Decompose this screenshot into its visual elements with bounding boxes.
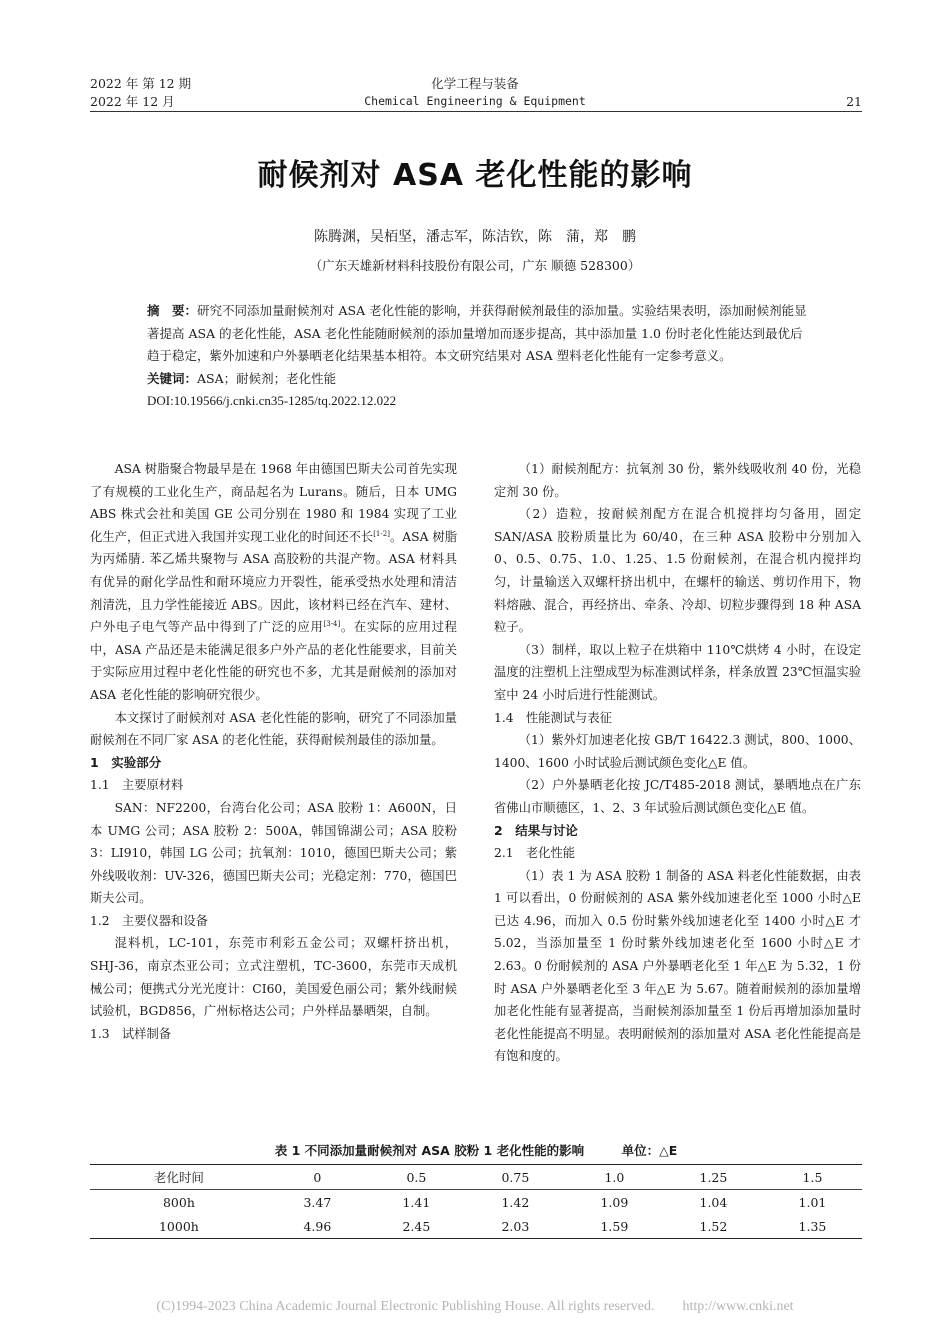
table-cell: 1.01 (798, 1194, 827, 1210)
table-row (90, 1190, 862, 1215)
table-caption: 表 1 不同添加量耐候剂对 ASA 胶粉 1 老化性能的影响 单位：△E (274, 1143, 678, 1158)
table-cell: 3.47 (303, 1194, 332, 1210)
pelletizing-paragraph: （2）造粒，按耐候剂配方在混合机搅拌均匀备用，固定 SAN/ASA 胶粉质量比为 60/40，在三种 ASA 胶粉中分别加入 0、0.5、0.75、1.0、1.25、1.5 份耐候剂，在混合机内搅拌均匀，计量输送入双螺杆挤出机中，在螺杆的输送、剪切作用下，物料熔融、混合，再经挤出、牵条、冷却、切粒步骤得到 18 种 ASA 粒子。 (494, 507, 861, 635)
table-cell: 1000h (158, 1218, 199, 1234)
outdoor-test-paragraph: （2）户外暴晒老化按 JC/T485-2018 测试，暴晒地点在广东省佛山市顺德区，1、2、3 年试验后测试颜色变化△E 值。 (494, 778, 861, 815)
header-rule (90, 111, 862, 112)
section-1-4-heading: 1.4 性能测试与表征 (494, 710, 612, 725)
intro-paragraph-1 (90, 458, 457, 707)
table-cell: 2.45 (402, 1218, 431, 1234)
section-1-1-heading: 1.1 主要原材料 (90, 778, 184, 793)
table-cell: 1.41 (402, 1194, 431, 1210)
intro-text-a: ASA 树脂聚合物最早是在 1968 年由德国巴斯夫公司首先实现了有规模的工业化生产，商品起名为 Lurans。随后，日本 UMG ABS 株式会社和美国 GE 公司分别在 1980 和 1984 实现了工业化生产，但正式进入我国并实现工业化的时间还不长 (90, 462, 457, 544)
intro-paragraph-2: 本文探讨了耐候剂对 ASA 老化性能的影响，研究了不同添加量耐候剂在不同厂家 ASA 的老化性能，获得耐候剂最佳的添加量。 (90, 710, 457, 748)
keywords (147, 368, 809, 391)
table-cell: 800h (162, 1194, 195, 1210)
table-header-cell: 1.25 (699, 1169, 728, 1185)
keywords-text: ASA；耐候剂；老化性能 (197, 370, 337, 386)
header-journal-cn: 化学工程与装备 (431, 76, 519, 91)
table-cell: 1.09 (600, 1194, 629, 1210)
section-2-heading: 2 结果与讨论 (494, 822, 578, 838)
table-header-cell: 0 (313, 1169, 322, 1185)
table-header-cell: 0.5 (406, 1169, 427, 1185)
table-header-cell: 1.5 (802, 1169, 823, 1185)
table-header-cell: 1.0 (604, 1169, 625, 1185)
keywords-label: 关键词： (147, 370, 198, 386)
abstract-block (147, 300, 809, 413)
section-1-3-heading: 1.3 试样制备 (90, 1026, 172, 1041)
abstract-label: 摘 要： (147, 303, 198, 318)
section-1-heading: 1 实验部分 (90, 754, 162, 770)
table-cell: 1.42 (501, 1194, 530, 1210)
results-paragraph: （1）表 1 为 ASA 胶粉 1 制备的 ASA 料老化性能数据，由表 1 可以看出，0 份耐候剂的 ASA 紫外线加速老化至 1000 小时△E 已达 4.96，而加入 0.5 份时紫外线加速老化至 1400 小时△E 才 5.02，当添加量至 1 份时紫外线加速老化至 1600 小时△E 才 2.63。0 份耐候剂的 ASA 户外暴晒老化至 1 年△E 为 5.32，1 份时 ASA 户外暴晒老化至 3 年△E 为 5.67。随着耐候剂的添加量增加老化性能有显著提高，当耐候剂添加量至 1 份后再增加添加量时老化性能提高不明显。表明耐候剂的添加量对 ASA 老化性能提高是有饱和度的。 (494, 868, 861, 1064)
table-cell: 1.52 (699, 1218, 728, 1234)
table-cell: 4.96 (303, 1218, 332, 1234)
formula-paragraph: （1）耐候剂配方：抗氧剂 30 份，紫外线吸收剂 40 份，光稳定剂 30 份。 (494, 462, 861, 499)
citation-3-4[interactable]: [3-4] (323, 620, 341, 629)
right-column (494, 458, 861, 1068)
header-issue: 2022 年 第 12 期 (90, 76, 192, 91)
table-header-row (90, 1165, 862, 1190)
copyright-footer: (C)1994-2023 China Academic Journal Electronic Publishing House. All rights reserved. http://www.cnki.net (156, 1299, 794, 1314)
table-cell: 1.04 (699, 1194, 728, 1210)
intro-text-c: 。在实际的应用过程中，ASA 产品还是未能满足很多户外产品的老化性能要求，目前关于实际应用过程中老化性能的研究也不多，尤其是耐候剂的添加对 ASA 老化性能的影响研究很少。 (90, 620, 457, 702)
header-page-number: 21 (846, 94, 862, 109)
equipment-paragraph: 混料机，LC-101，东莞市利彩五金公司；双螺杆挤出机，SHJ-36，南京杰亚公司；立式注塑机，TC-3600，东莞市天成机械公司；便携式分光光度计：CI60，美国爱色丽公司；紫外线耐候试验机，BGD856，广州标格达公司；户外样品暴晒架，自制。 (90, 936, 457, 1019)
section-1-2-heading: 1.2 主要仪器和设备 (90, 913, 208, 928)
abstract-text: 研究不同添加量耐候剂对 ASA 老化性能的影响，并获得耐候剂最佳的添加量。实验结果表明，添加耐候剂能显著提高 ASA 的老化性能，ASA 老化性能随耐候剂的添加量增加而逐步提高，其中添加量 1.0 份时老化性能达到最优后趋于稳定，紫外加速和户外暴晒老化结果基本相符。本文研究结果对 ASA 塑料老化性能有一定参考意义。 (147, 303, 807, 363)
intro-text-b: 。ASA 树脂为丙烯腈. 苯乙烯共聚物与 ASA 高胶粉的共混产物。ASA 材料具有优异的耐化学品性和耐环境应力开裂性，能承受热水处理和清洁剂清洗，且力学性能接近 ABS。因此，该材料已经在汽车、建材、户外电子电气等产品中得到了广泛的应用 (90, 529, 457, 635)
abstract (147, 300, 809, 368)
section-2-1-heading: 2.1 老化性能 (494, 846, 576, 861)
table-header-cell: 0.75 (501, 1169, 530, 1185)
doi: DOI:10.19566/j.cnki.cn35-1285/tq.2022.12.022 (147, 393, 397, 408)
table-row (90, 1214, 862, 1239)
citation-1-2[interactable]: [1-2] (373, 529, 390, 538)
left-column (90, 458, 457, 1045)
affiliation: （广东天雄新材料科技股份有限公司，广东 顺德 528300） (309, 258, 641, 273)
table-header-cell: 老化时间 (153, 1170, 204, 1185)
paper-title: 耐候剂对 ASA 老化性能的影响 (257, 158, 693, 193)
sampling-paragraph: （3）制样，取以上粒子在烘箱中 110℃烘烤 4 小时，在设定温度的注塑机上注塑成型为标准测试样条，样条放置 23℃恒温实验室中 24 小时后进行性能测试。 (494, 642, 861, 702)
authors: 陈腾渊，吴栢坚，潘志军，陈洁钦，陈 蒲，郑 鹏 (314, 229, 636, 245)
materials-paragraph: SAN：NF2200，台湾台化公司；ASA 胶粉 1：A600N，日本 UMG 公司；ASA 胶粉 2：500A，韩国锦湖公司；ASA 胶粉 3：LI910，韩国 LG 公司；抗氧剂：1010，德国巴斯夫公司；紫外线吸收剂：UV-326，德国巴斯夫公司；光稳定剂：770，德国巴斯夫公司。 (90, 800, 457, 906)
header-journal-en: Chemical Engineering & Equipment (364, 94, 586, 108)
table-cell: 1.59 (600, 1218, 629, 1234)
table-cell: 1.35 (798, 1218, 827, 1234)
header-date: 2022 年 12 月 (90, 94, 175, 109)
table-cell: 2.03 (501, 1218, 530, 1234)
aging-table (90, 1164, 862, 1239)
uv-test-paragraph: （1）紫外灯加速老化按 GB/T 16422.3 测试，800、1000、1400、1600 小时试验后测试颜色变化△E 值。 (494, 733, 861, 770)
